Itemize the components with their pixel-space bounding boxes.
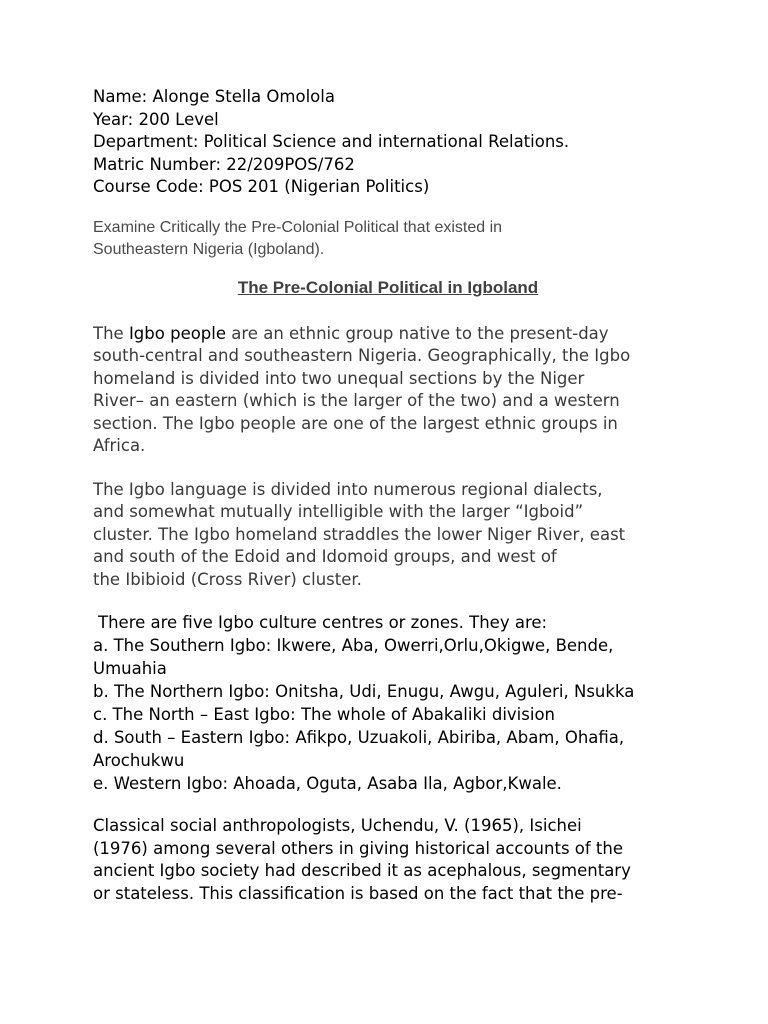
zones-intro: There are five Igbo culture centres or zones. They are:	[98, 613, 548, 632]
igbo-people-term: Igbo people	[128, 323, 227, 343]
paragraph-igbo-language	[93, 479, 683, 592]
zone-item-a: a. The Southern Igbo: Ikwere, Aba, Owerri,Orlu,Okigwe, Bende,	[93, 636, 614, 655]
course-value: POS 201 (Nigerian Politics)	[203, 177, 430, 196]
text-line: Classical social anthropologists, Uchendu, V. (1965), Isichei	[93, 816, 582, 835]
matric-value: 22/209POS/762	[221, 154, 355, 174]
year-line	[93, 109, 683, 132]
text-line	[93, 323, 683, 346]
text-line: cluster. The Igbo homeland straddles the lower Niger River, east	[93, 524, 626, 544]
text-line: homeland is divided into two unequal sections by the Niger	[93, 368, 585, 388]
text-run: The	[93, 323, 129, 343]
culture-zones-list	[93, 611, 683, 795]
matric-label: Matric Number:	[93, 154, 222, 174]
year-value: 200 Level	[133, 109, 219, 129]
text-line: or stateless. This classification is based on the fact that the pre-	[93, 883, 623, 903]
department-label: Department:	[93, 132, 199, 151]
zone-item-c: c. The North – East Igbo: The whole of Abakaliki division	[93, 705, 555, 724]
zone-item-d-continued: Arochukwu	[93, 751, 185, 770]
zone-item-a-continued: Umuahia	[93, 659, 167, 678]
name-label: Name:	[93, 87, 148, 106]
essay-question	[93, 217, 683, 261]
student-info	[93, 86, 683, 199]
text-run: are an ethnic group native to the present-day	[226, 323, 609, 343]
paragraph-igbo-people	[93, 323, 683, 458]
text-line: ancient Igbo society had described it as acephalous, segmentary	[93, 861, 631, 880]
department-value: Political Science and international Relations.	[198, 132, 570, 151]
zone-item-b: b. The Northern Igbo: Onitsha, Udi, Enugu, Awgu, Aguleri, Nsukka	[93, 682, 635, 701]
essay-title: The Pre-Colonial Political in Igboland	[237, 277, 539, 297]
matric-line	[93, 154, 683, 177]
course-line	[93, 176, 683, 199]
document-page	[93, 86, 683, 905]
zone-item-e: e. Western Igbo: Ahoada, Oguta, Asaba Ila, Agbor,Kwale.	[93, 774, 562, 793]
text-line: and south of the Edoid and Idomoid groups, and west of	[93, 547, 557, 566]
question-line: Southeastern Nigeria (Igboland).	[93, 240, 325, 258]
text-line: and somewhat mutually intelligible with the larger “Igboid”	[93, 502, 584, 521]
text-line: (1976) among several others in giving historical accounts of the	[93, 838, 624, 858]
paragraph-anthropologists	[93, 815, 683, 905]
text-line: section. The Igbo people are one of the largest ethnic groups in	[93, 413, 618, 433]
text-line: south-central and southeastern Nigeria. Geographically, the Igbo	[93, 346, 631, 365]
year-label: Year:	[93, 109, 134, 129]
text-line: River– an eastern (which is the larger of the two) and a western	[93, 391, 620, 410]
text-line: The Igbo language is divided into numerous regional dialects,	[93, 479, 603, 499]
course-label: Course Code:	[93, 177, 204, 196]
zone-item-d: d. South – Eastern Igbo: Afikpo, Uzuakoli, Abiriba, Abam, Ohafia,	[93, 728, 625, 747]
department-line	[93, 131, 683, 154]
name-line	[93, 86, 683, 109]
text-line: Africa.	[93, 436, 146, 455]
question-line: Examine Critically the Pre-Colonial Political that existed in	[93, 218, 503, 236]
text-line: the Ibibioid (Cross River) cluster.	[93, 569, 362, 589]
name-value: Alonge Stella Omolola	[147, 87, 335, 106]
